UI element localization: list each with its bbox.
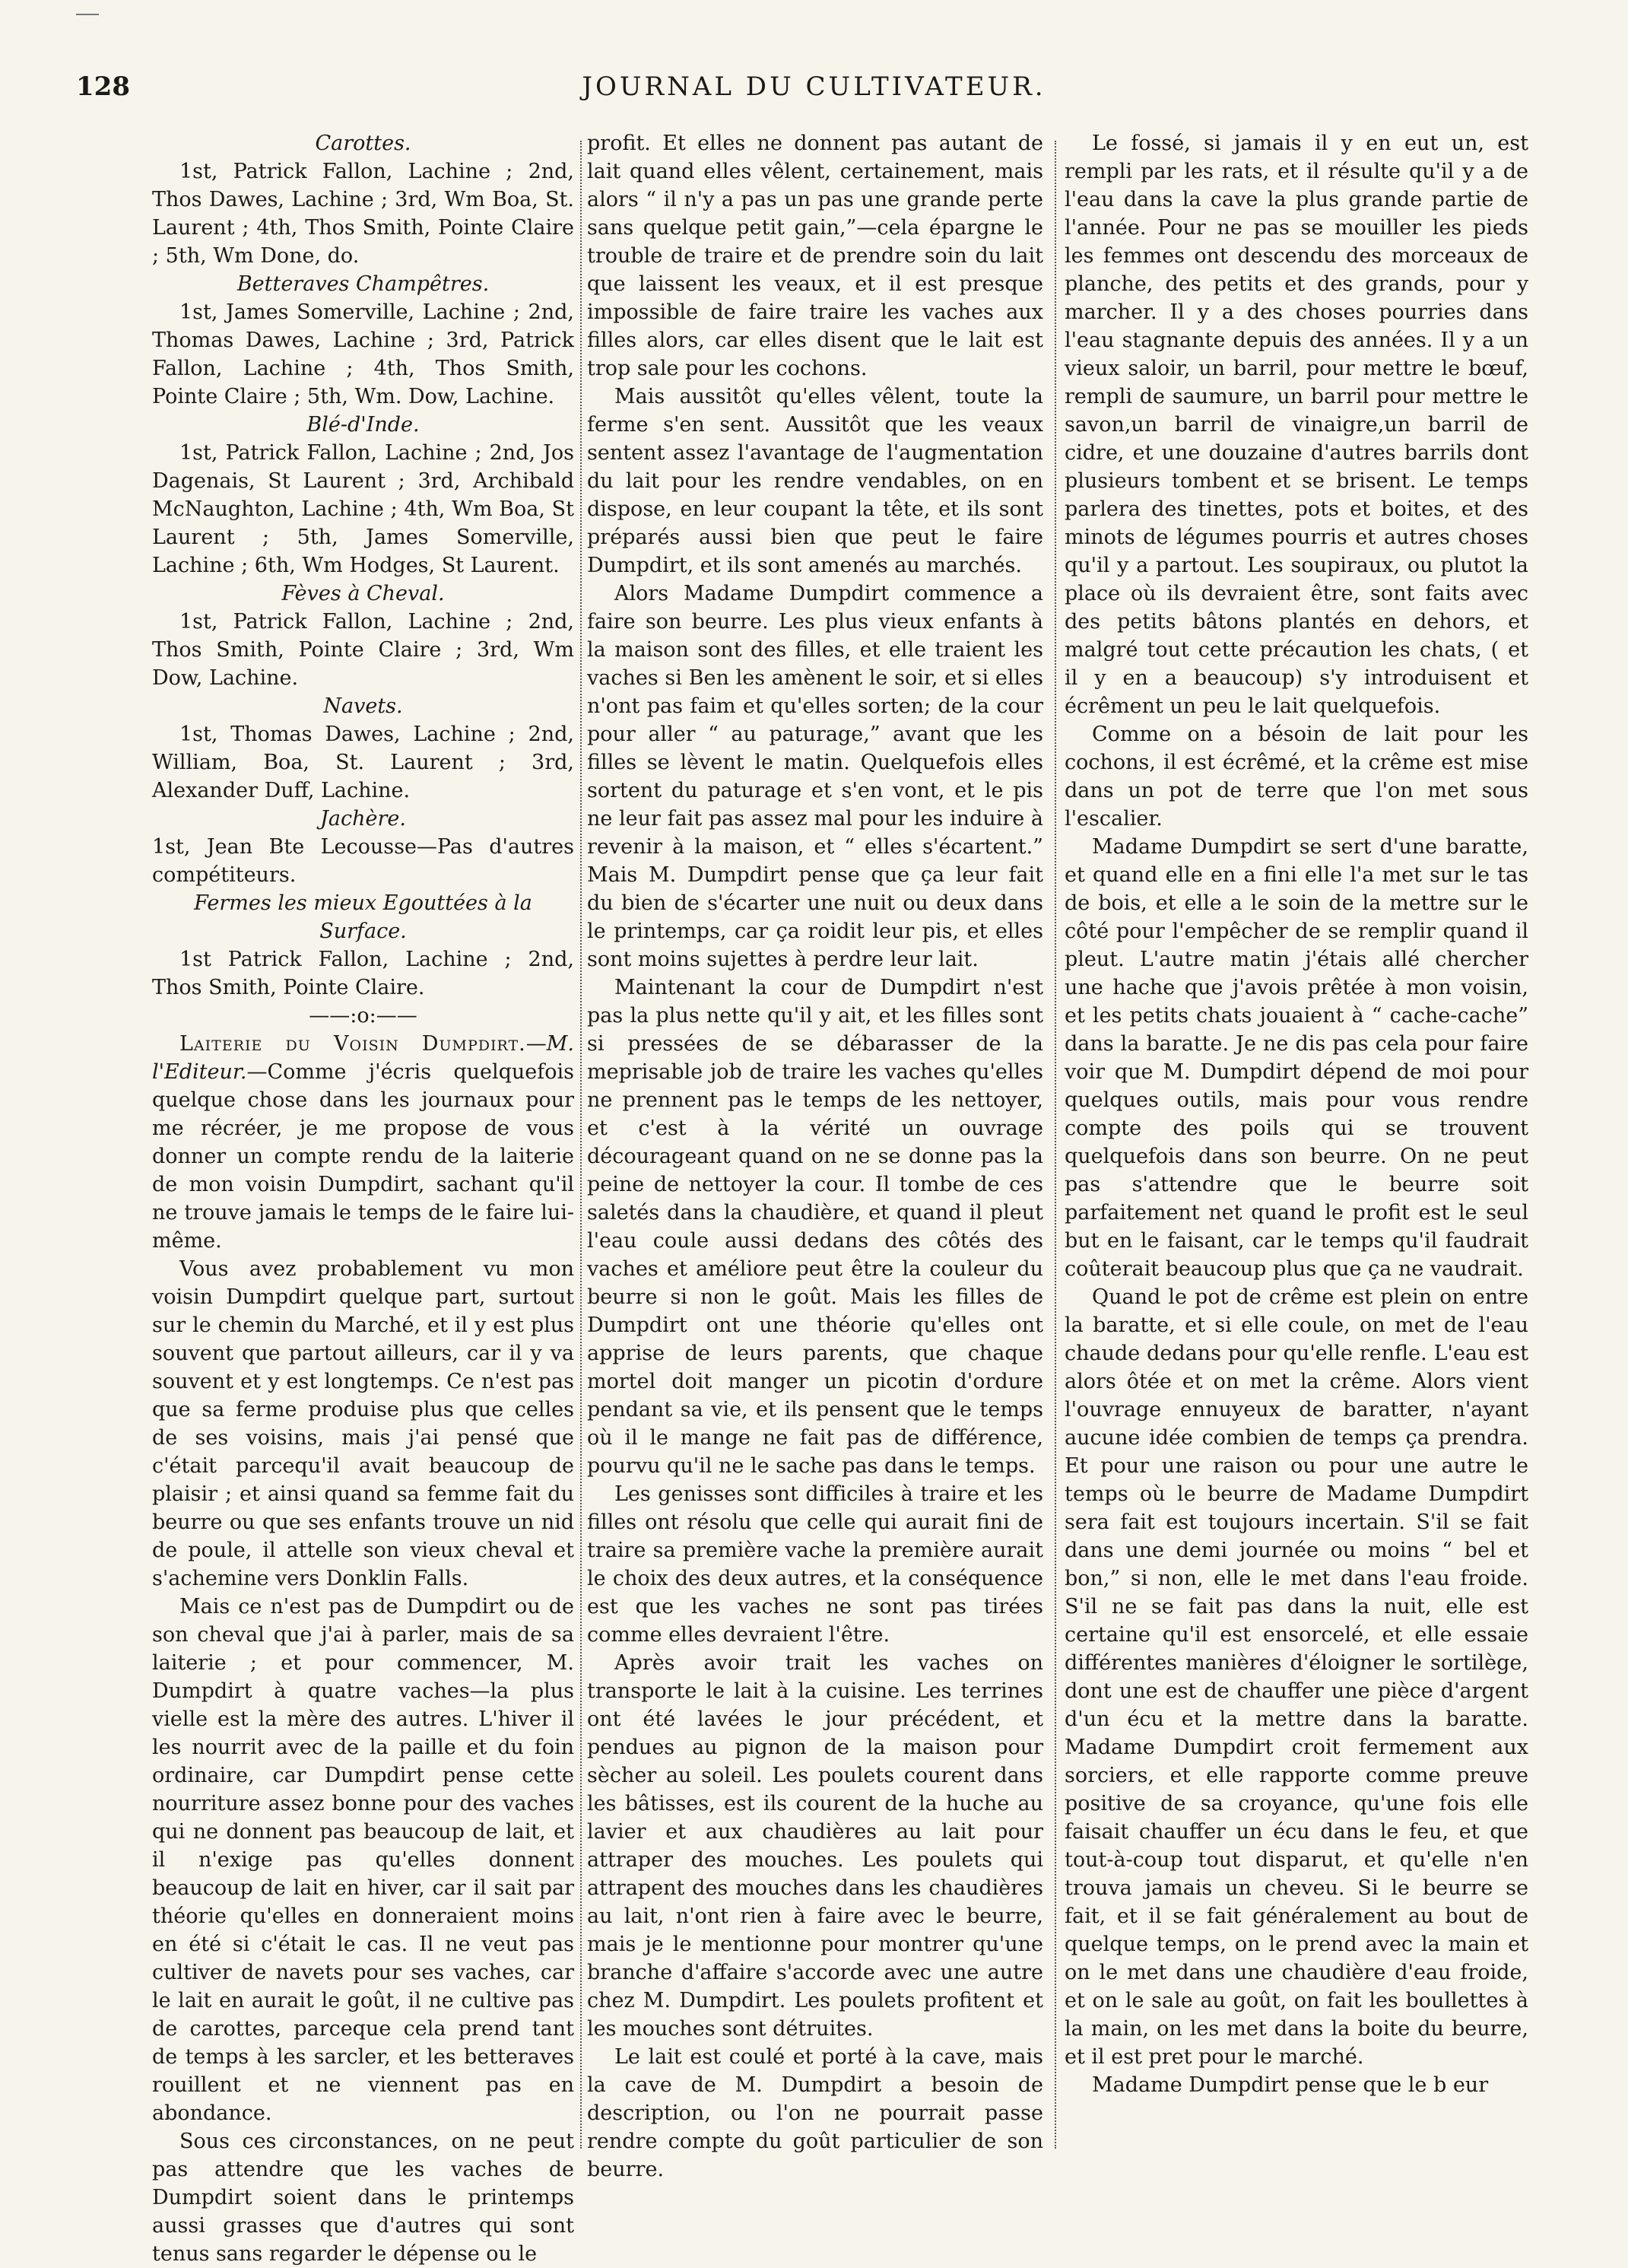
article-paragraph-10: Après avoir trait les vaches on transporte le lait à la cuisine. Les terrines ont été lavées le jour précédent, et pendues au pignon de la maison pour sècher au soleil. Les poulets courent dans les bâtisses, est ils courent de la huche au lavier et aux chaudières au lait pour attraper des mouches. Les poulets qui attrapent des mouches dans les chaudières au lait, n'ont rien à faire avec le beurre, mais je le mentionne pour montrer qu'une branche d'affaire s'accorde avec une autre chez M. Dumpdirt. Les poulets profitent et les mouches sont détruites. — [587, 1651, 1043, 2041]
column-2 — [587, 129, 1043, 2184]
article-intro — [152, 1030, 574, 1255]
article-paragraph-15: Quand le pot de crême est plein on entre la baratte, et si elle coule, on met de l'eau chaude dedans pour qu'elle renfle. L'eau est alors ôtée et on met la crême. Alors vient l'ouvrage ennuyeux de baratter, n'ayant aucune idée combien de temps ça prendra. Et pour une raison ou pour une autre le temps où le beurre de Madame Dumpdirt sera fait est toujours incertain. S'il se fait dans une demi journée ou moins “ bel et bon,” si non, elle le met dans l'eau froide. S'il ne se fait pas dans la nuit, elle est certaine qu'il est ensorcelé, et elle essaie différentes manières d'éloigner le sortilège, dont une est de chauffer une pièce d'argent d'un écu et la mettre dans la baratte. Madame Dumpdirt croit fermement aux sorciers, et elle rapporte comme preuve positive de sa croyance, qu'une fois elle faisait chauffer un écu dans le feu, et que tout-à-coup tout disparut, et qu'elle n'en trouva jamais un cheveu. Si le beurre se fait, et il se fait généralement au bout de quelque temps, on le prend avec la main et on le met dans une chaudière d'eau froide, et on le sale au goût, on fait les boullettes à la main, on les met dans la boite du beurre, et il est pret pour le marché. — [1065, 1285, 1528, 2069]
section-heading-ble: Blé-d'Inde. — [306, 413, 420, 437]
prize-list-fermes: 1st Patrick Fallon, Lachine ; 2nd, Thos Smith, Pointe Claire. — [152, 948, 574, 999]
article-paragraph-4: Sous ces circonstances, on ne peut pas attendre que les vaches de Dumpdirt soient dans le printemps aussi grasses que d'autres qui sont tenus sans regarder le dépense ou le — [152, 2130, 574, 2266]
section-heading-feves: Fèves à Cheval. — [281, 582, 445, 605]
journal-title: JOURNAL DU CULTIVATEUR. — [582, 71, 1046, 102]
article-title: Laiterie du Voisin Dumpdirt. — [179, 1032, 526, 1056]
section-heading-betteraves: Betteraves Champêtres. — [236, 272, 490, 296]
article-paragraph-5: profit. Et elles ne donnent pas autant de lait quand elles vêlent, certainement, mais alors “ il n'y a pas un pas une grande perte sans quelque petit gain,”—cela épargne le trouble de traire et de prendre soin du lait que laissent les veaux, et il est presque impossible de faire traire les vaches aux filles alors, car elles disent que le lait est trop sale pour les cochons. — [587, 132, 1043, 380]
prize-list-betteraves: 1st, James Somerville, Lachine ; 2nd, Thomas Dawes, Lachine ; 3rd, Patrick Fallon, Lachine ; 4th, Thos Smith, Pointe Claire ; 5th, Wm. Dow, Lachine. — [152, 300, 574, 408]
section-heading-jachere: Jachère. — [320, 807, 406, 831]
article-paragraph-16: Madame Dumpdirt pense que le b eur — [1092, 2073, 1489, 2097]
article-paragraph-2: Vous avez probablement vu mon voisin Dumpdirt quelque part, surtout sur le chemin du Marché, et il y est plus souvent que partout ailleurs, car il y va souvent et y est longtemps. Ce n'est pas que sa ferme produise plus que celles de ses voisins, mais j'ai pensé que c'était parcequ'il avait beaucoup de plaisir ; et ainsi quand sa femme fait du beurre ou que ses enfants trouve un nid de poule, il attelle son vieux cheval et s'achemine vers Donklin Falls. — [152, 1257, 574, 1590]
article-paragraph-13: Comme on a bésoin de lait pour les cochons, il est écrêmé, et la crême est mise dans un pot de terre que l'on met sous l'escalier. — [1065, 723, 1528, 831]
prize-list-feves: 1st, Patrick Fallon, Lachine ; 2nd, Thos Smith, Pointe Claire ; 3rd, Wm Dow, Lachine. — [152, 610, 574, 690]
prize-list-carottes: 1st, Patrick Fallon, Lachine ; 2nd, Thos Dawes, Lachine ; 3rd, Wm Boa, St. Laurent ; 4th, Thos Smith, Pointe Claire ; 5th, Wm Done, do. — [152, 160, 574, 268]
section-separator: ——:o:—— — [309, 1004, 417, 1028]
article-paragraph-14: Madame Dumpdirt se sert d'une baratte, et quand elle en a fini elle l'a met sur le tas de bois, et elle a le soin de la mettre sur le côté pour l'empêcher de se remplir quand il pleut. L'autre matin j'étais allé chercher une hache que j'avois prêtée à mon voisin, et les petits chats jouaient à “ cache-cache” dans la baratte. Je ne dis pas cela pour faire voir que M. Dumpdirt dépend de moi pour quelques outils, mais pour vous rendre compte des poils qui se trouvent quelquefois dans son beurre. On ne peut pas s'attendre que le beurre soit parfaitement net quand le profit est le seul but en le faisant, car le temps qu'il faudrait coûterait beaucoup plus que ça ne vaudrait. — [1065, 835, 1528, 1281]
article-paragraph-8: Maintenant la cour de Dumpdirt n'est pas la plus nette qu'il y ait, et les filles sont si pressées de se débarasser de la meprisable job de traire les vaches qu'elles ne prennent pas le temps de les nettoyer, et c'est à la vérité un ouvrage décourageant quand on ne se donne pas la peine de nettoyer la cour. Il tombe de ces saletés dans la chaudière, et quand il pleut l'eau coule aussi dedans des côtés des vaches et améliore peut être la couleur du beurre si non le goût. Mais les filles de Dumpdirt ont une théorie qu'elles ont apprise de leurs parents, que chaque mortel doit manger un picotin d'ordure pendant sa vie, et ils pensent que le temps où il le mange ne fait pas de différence, pourvu qu'il ne le sache pas dans le temps. — [587, 976, 1043, 1478]
column-divider-1 — [580, 141, 582, 2149]
column-3 — [1065, 129, 1528, 2099]
prize-list-jachere: 1st, Jean Bte Lecousse—Pas d'autres compétiteurs. — [152, 835, 574, 887]
article-paragraph-1: —Comme j'écris quelquefois quelque chose dans les journaux pour me récréer, je me propose de vous donner un compte rendu de la laiterie de mon voisin Dumpdirt, sachant qu'il ne trouve jamais le temps de le faire lui-même. — [152, 1060, 574, 1253]
article-paragraph-11: Le lait est coulé et porté à la cave, mais la cave de M. Dumpdirt a besoin de description, ou l'on ne pourrait passe rendre compte du goût particulier de son beurre. — [587, 2045, 1043, 2181]
article-paragraph-9: Les genisses sont difficiles à traire et les filles ont résolu que celle qui aurait fini de traire sa première vache la première aurait le choix des deux autres, et la conséquence est que les vaches ne sont pas tirées comme elles devraient l'être. — [587, 1482, 1043, 1647]
column-divider-2 — [1055, 141, 1056, 2149]
column-1 — [152, 129, 574, 2268]
prize-list-navets: 1st, Thomas Dawes, Lachine ; 2nd, William, Boa, St. Laurent ; 3rd, Alexander Duff, Lachine. — [152, 723, 574, 802]
article-title-dash: — — [525, 1032, 547, 1056]
prize-list-ble: 1st, Patrick Fallon, Lachine ; 2nd, Jos Dagenais, St Laurent ; 3rd, Archibald McNaughton, Lachine ; 4th, Wm Boa, St Laurent ; 5th, James Somerville, Lachine ; 6th, Wm Hodges, St Laurent. — [152, 441, 574, 577]
article-paragraph-12: Le fossé, si jamais il y en eut un, est rempli par les rats, et il résulte qu'il y a de l'eau dans la cave la plus grande partie de l'année. Pour ne pas se mouiller les pieds les femmes ont descendu des morceaux de planche, des petits et des grands, pour y marcher. Il y a des choses pourries dans l'eau stagnante depuis des années. Il y a un vieux saloir, un barril, pour mettre le bœuf, rempli de saumure, un barril pour mettre le savon,un barril de vinaigre,un barril de cidre, et une douzaine d'autres barrils dont plusieurs tombent et se brisent. Le temps parlera des tinettes, pots et boites, et des minots de légumes pourris et autres choses qu'il y a partout. Les soupiraux, ou plutot la place où ils devraient être, sont faits avec des petits bâtons plantés en dehors, et malgré tout cette précaution les chats, ( et il y en a beaucoup) s'y introduisent et écrêment un peu le lait quelquefois. — [1065, 132, 1528, 718]
top-rule — [76, 14, 99, 15]
section-heading-carottes: Carottes. — [315, 132, 411, 155]
article-paragraph-3: Mais ce n'est pas de Dumpdirt ou de son cheval que j'ai à parler, mais de sa laiterie ; et pour commencer, M. Dumpdirt à quatre vaches—la plus vielle est la mère des autres. L'hiver il les nourrit avec de la paille et du foin ordinaire, car Dumpdirt pense cette nourriture assez bonne pour des vaches qui ne donnent pas beaucoup de lait, et il n'exige pas qu'elles donnent beaucoup de lait en hiver, car il sait par théorie qu'elles en donneraient moins en été si c'était le cas. Il ne veut pas cultiver de navets pour ses vaches, car le lait en aurait le goût, il ne cultive pas de carottes, parceque cela prend tant de temps à les sarcler, et les betteraves rouillent et ne viennent pas en abondance. — [152, 1595, 574, 2125]
article-paragraph-6: Mais aussitôt qu'elles vêlent, toute la ferme s'en sent. Aussitôt que les veaux sentent assez l'avantage de l'augmentation du lait pour les rendre vendables, on en dispose, en leur coupant la tête, et ils sont préparés aussi bien que peut le faire Dumpdirt, et ils sont amenés au marchés. — [587, 385, 1043, 577]
article-paragraph-7: Alors Madame Dumpdirt commence a faire son beurre. Les plus vieux enfants à la maison sont des filles, et elle traient les vaches si Ben les amènent le soir, et si elles n'ont pas faim et qu'elles sorten; de la cour pour aller “ au paturage,” avant que les filles se lèvent le matin. Quelquefois elles sortent du paturage et s'en vont, et le pis ne leur fait pas assez mal pour les induire à revenir à la maison, et “ elles s'écartent.” Mais M. Dumpdirt pense que ça leur fait du bien de s'écarter une nuit ou deux dans le printemps, car ça roidit leur pis, et elles sont moins sujettes à perdre leur lait. — [587, 582, 1043, 971]
section-heading-navets: Navets. — [323, 694, 403, 718]
page-number: 128 — [76, 71, 130, 102]
section-heading-fermes: Fermes les mieux Egouttées à la Surface. — [194, 891, 532, 943]
article-salutation: M. l'Editeur. — [152, 1032, 574, 1084]
